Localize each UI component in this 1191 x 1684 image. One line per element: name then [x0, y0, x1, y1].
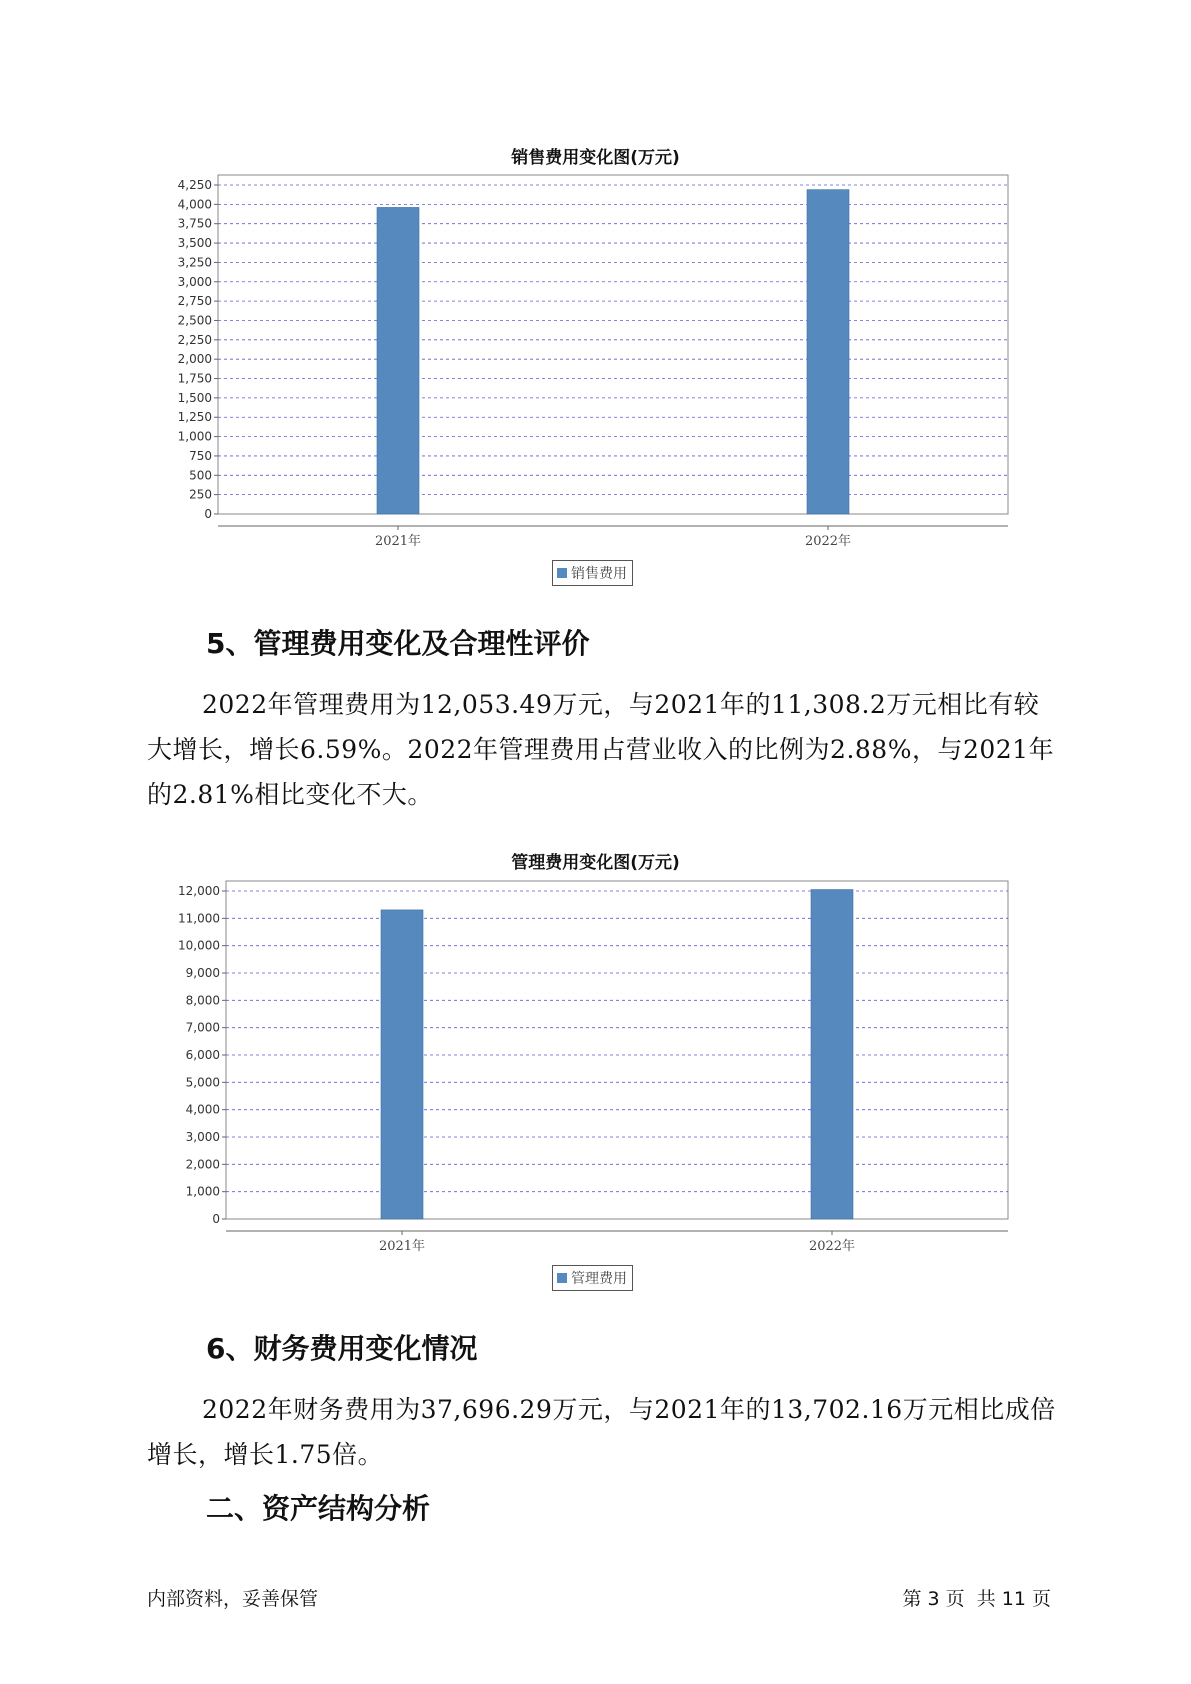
legend-label: 管理费用	[571, 1271, 627, 1287]
footer-left: 内部资料，妥善保管	[147, 1588, 319, 1610]
y-tick-label: 5,000	[185, 1075, 220, 1090]
y-tick-label: 1,250	[177, 410, 212, 425]
y-tick-label: 2,750	[177, 294, 212, 309]
footer-page-number: 第 3 页 共 11 页	[902, 1588, 1051, 1610]
y-tick-label: 3,000	[177, 274, 212, 289]
y-tick-label: 12,000	[178, 884, 220, 898]
y-tick-label: 7,000	[185, 1020, 220, 1035]
bar-2022年	[811, 890, 853, 1219]
y-tick-label: 2,000	[177, 352, 212, 367]
plot-area	[226, 881, 1008, 1219]
y-tick-label: 3,500	[177, 236, 212, 251]
bar-2021年	[381, 910, 423, 1219]
y-tick-label: 0	[204, 507, 212, 521]
y-tick-label: 1,000	[185, 1184, 220, 1199]
legend-label: 销售费用	[571, 566, 627, 582]
y-tick-label: 8,000	[185, 993, 220, 1008]
y-tick-label: 1,000	[177, 429, 212, 444]
y-tick-label: 6,000	[185, 1048, 220, 1062]
y-tick-label: 1,750	[177, 371, 212, 386]
y-tick-label: 0	[212, 1212, 220, 1226]
y-tick-label: 250	[189, 487, 212, 502]
section-two-heading: 二、资产结构分析	[206, 1492, 431, 1525]
x-tick-label: 2022年	[804, 534, 852, 549]
section-5-heading: 5、管理费用变化及合理性评价	[206, 627, 590, 660]
y-tick-label: 500	[189, 468, 212, 483]
y-tick-label: 11,000	[178, 911, 220, 926]
x-tick-label: 2022年	[808, 1239, 856, 1254]
y-tick-label: 2,250	[177, 332, 212, 347]
section-6-heading: 6、财务费用变化情况	[206, 1332, 478, 1365]
y-tick-label: 2,500	[177, 313, 212, 328]
x-tick-label: 2021年	[378, 1239, 426, 1254]
y-tick-label: 9,000	[185, 966, 220, 980]
section-6-paragraph: 2022年财务费用为37,696.29万元，与2021年的13,702.16万元相比成倍增长，增长1.75倍。	[147, 1395, 1056, 1469]
y-tick-label: 4,000	[177, 197, 212, 212]
section-5-paragraph: 2022年管理费用为12,053.49万元，与2021年的11,308.2万元相比有较大增长，增长6.59%。2022年管理费用占营业收入的比例为2.88%，与2021年的2.81%相比变化不大。	[147, 690, 1055, 809]
admin-expense-legend	[552, 1265, 633, 1291]
y-tick-label: 1,500	[177, 390, 212, 405]
sales-expense-chart-title: 销售费用变化图(万元)	[511, 148, 680, 168]
y-tick-label: 3,750	[177, 216, 212, 231]
admin-expense-chart-title: 管理费用变化图(万元)	[511, 853, 680, 873]
y-tick-label: 2,000	[185, 1157, 220, 1172]
x-tick-label: 2021年	[374, 534, 422, 549]
y-tick-label: 3,000	[185, 1130, 220, 1144]
legend-swatch	[557, 1273, 567, 1283]
y-tick-label: 750	[189, 448, 212, 463]
y-tick-label: 4,250	[177, 178, 212, 192]
y-tick-label: 4,000	[185, 1102, 220, 1117]
y-tick-label: 3,250	[177, 255, 212, 270]
y-tick-label: 10,000	[178, 938, 220, 953]
